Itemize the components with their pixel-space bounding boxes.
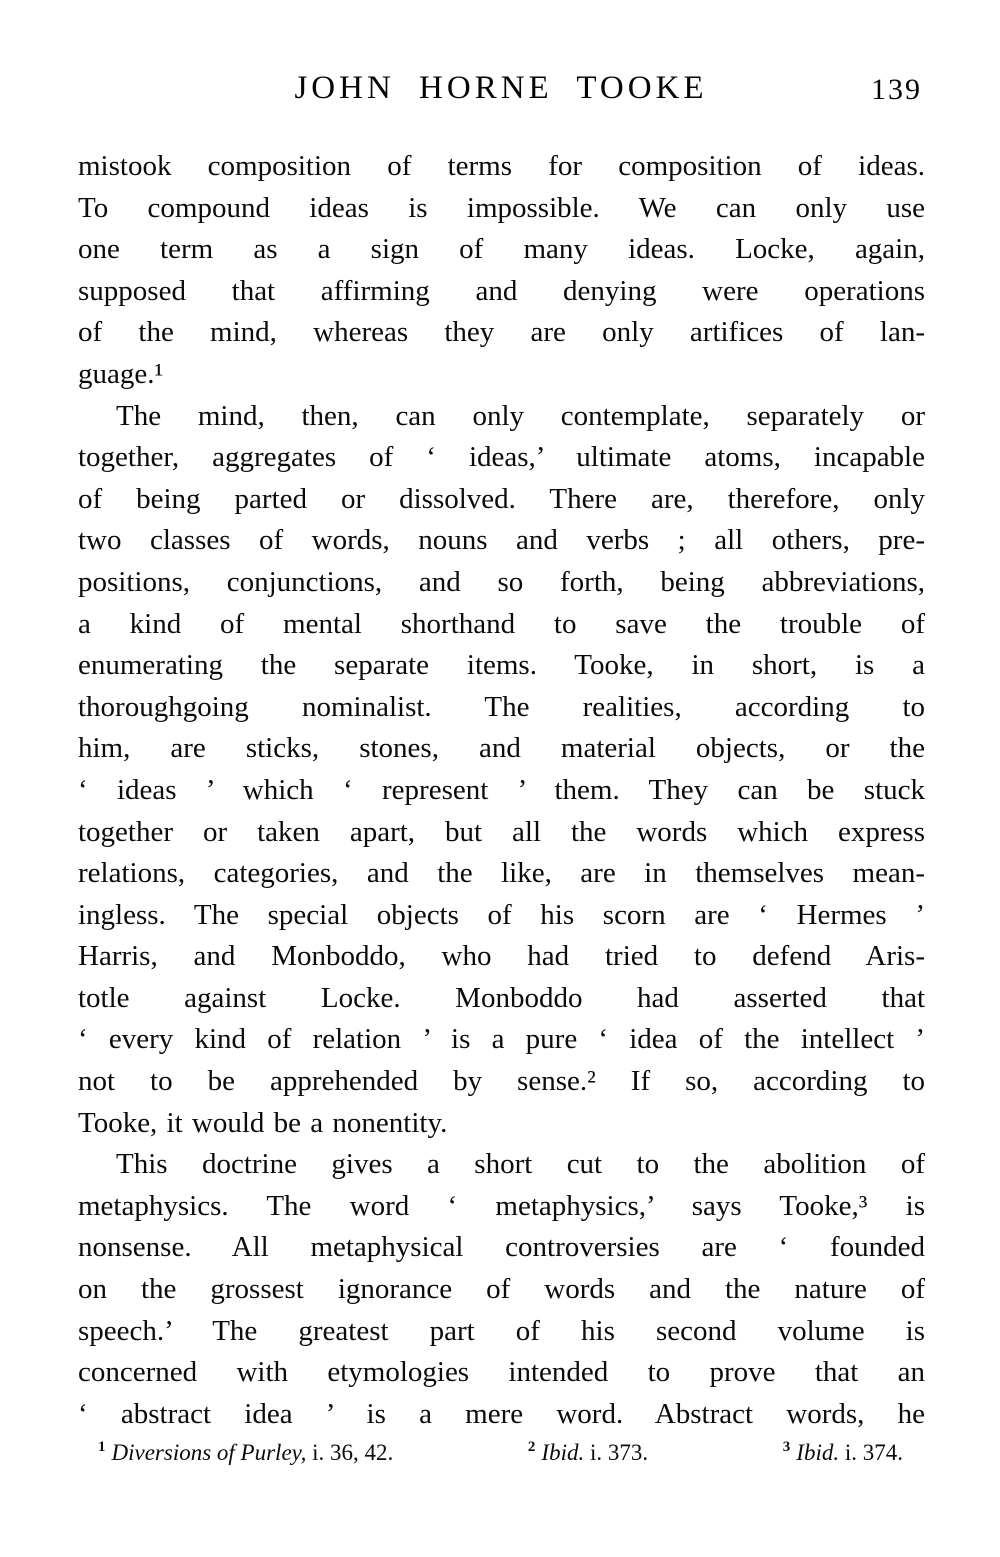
text-line: a kind of mental shorthand to save the trouble of	[78, 607, 925, 640]
text-line: The mind, then, can only contemplate, separately or	[116, 399, 925, 432]
text-line: Harris, and Monboddo, who had tried to defend Aris-	[78, 940, 925, 973]
text-line: together or taken apart, but all the words which express	[78, 815, 925, 848]
footnote-marker: 3	[782, 1439, 791, 1456]
footnote-ref: i. 374.	[844, 1440, 903, 1465]
text-line: of the mind, whereas they are only artifices of lan-	[78, 316, 925, 349]
text-line: Tooke, it would be a nonentity.	[78, 1106, 448, 1139]
text-line: together, aggregates of ‘ ideas,’ ultimate atoms, incapable	[78, 441, 925, 474]
text-line: guage.¹	[78, 357, 164, 390]
text-line: speech.’ The greatest part of his second volume is	[78, 1314, 925, 1347]
text-line: totle against Locke. Monboddo had asserted that	[78, 981, 925, 1014]
text-line: To compound ideas is impossible. We can only use	[78, 191, 925, 224]
text-line: not to be apprehended by sense.² If so, according to	[78, 1065, 925, 1098]
text-line: concerned with etymologies intended to prove that an	[78, 1356, 925, 1389]
footnote	[783, 1437, 903, 1469]
page-header	[78, 70, 924, 110]
text-line: supposed that affirming and denying were operations	[78, 274, 925, 307]
text-line: on the grossest ignorance of words and the nature of	[78, 1273, 925, 1306]
footnote-source: Ibid.	[541, 1440, 585, 1465]
footnote-source: Diversions of Purley,	[111, 1440, 307, 1465]
text-line: ‘ every kind of relation ’ is a pure ‘ idea of the intellect ’	[78, 1023, 925, 1056]
footnote-ref: i. 36, 42.	[312, 1440, 394, 1465]
body-text	[78, 146, 925, 1435]
text-line: ‘ ideas ’ which ‘ represent ’ them. They can be stuck	[78, 773, 925, 806]
text-line: relations, categories, and the like, are in themselves mean-	[78, 857, 925, 890]
text-line: enumerating the separate items. Tooke, in short, is a	[78, 649, 925, 682]
text-line: thoroughgoing nominalist. The realities, according to	[78, 690, 925, 723]
text-line: of being parted or dissolved. There are, therefore, only	[78, 482, 925, 515]
text-line: positions, conjunctions, and so forth, being abbreviations,	[78, 565, 925, 598]
footnote-source: Ibid.	[796, 1440, 840, 1465]
footnotes	[78, 1437, 925, 1469]
running-title: JOHN HORNE TOOKE	[294, 70, 708, 106]
text-line: one term as a sign of many ideas. Locke, again,	[78, 233, 925, 266]
footnote-ref: i. 373.	[589, 1440, 649, 1465]
text-line: two classes of words, nouns and verbs ; all others, pre-	[78, 524, 925, 557]
text-line: him, are sticks, stones, and material objects, or the	[78, 732, 925, 765]
text-line: ingless. The special objects of his scorn are ‘ Hermes ’	[78, 898, 925, 931]
text-line: nonsense. All metaphysical controversies are ‘ founded	[78, 1231, 925, 1264]
text-line: This doctrine gives a short cut to the abolition of	[116, 1148, 925, 1181]
text-line: mistook composition of terms for composition of ideas.	[78, 150, 925, 182]
footnote	[98, 1437, 393, 1469]
footnote-marker: 2	[527, 1439, 536, 1456]
footnote-marker: 1	[98, 1439, 106, 1456]
page-number: 139	[871, 73, 922, 106]
text-line: ‘ abstract idea ’ is a mere word. Abstract words, he	[78, 1397, 925, 1430]
text-line: metaphysics. The word ‘ metaphysics,’ says Tooke,³ is	[78, 1189, 925, 1222]
footnote	[528, 1437, 648, 1469]
